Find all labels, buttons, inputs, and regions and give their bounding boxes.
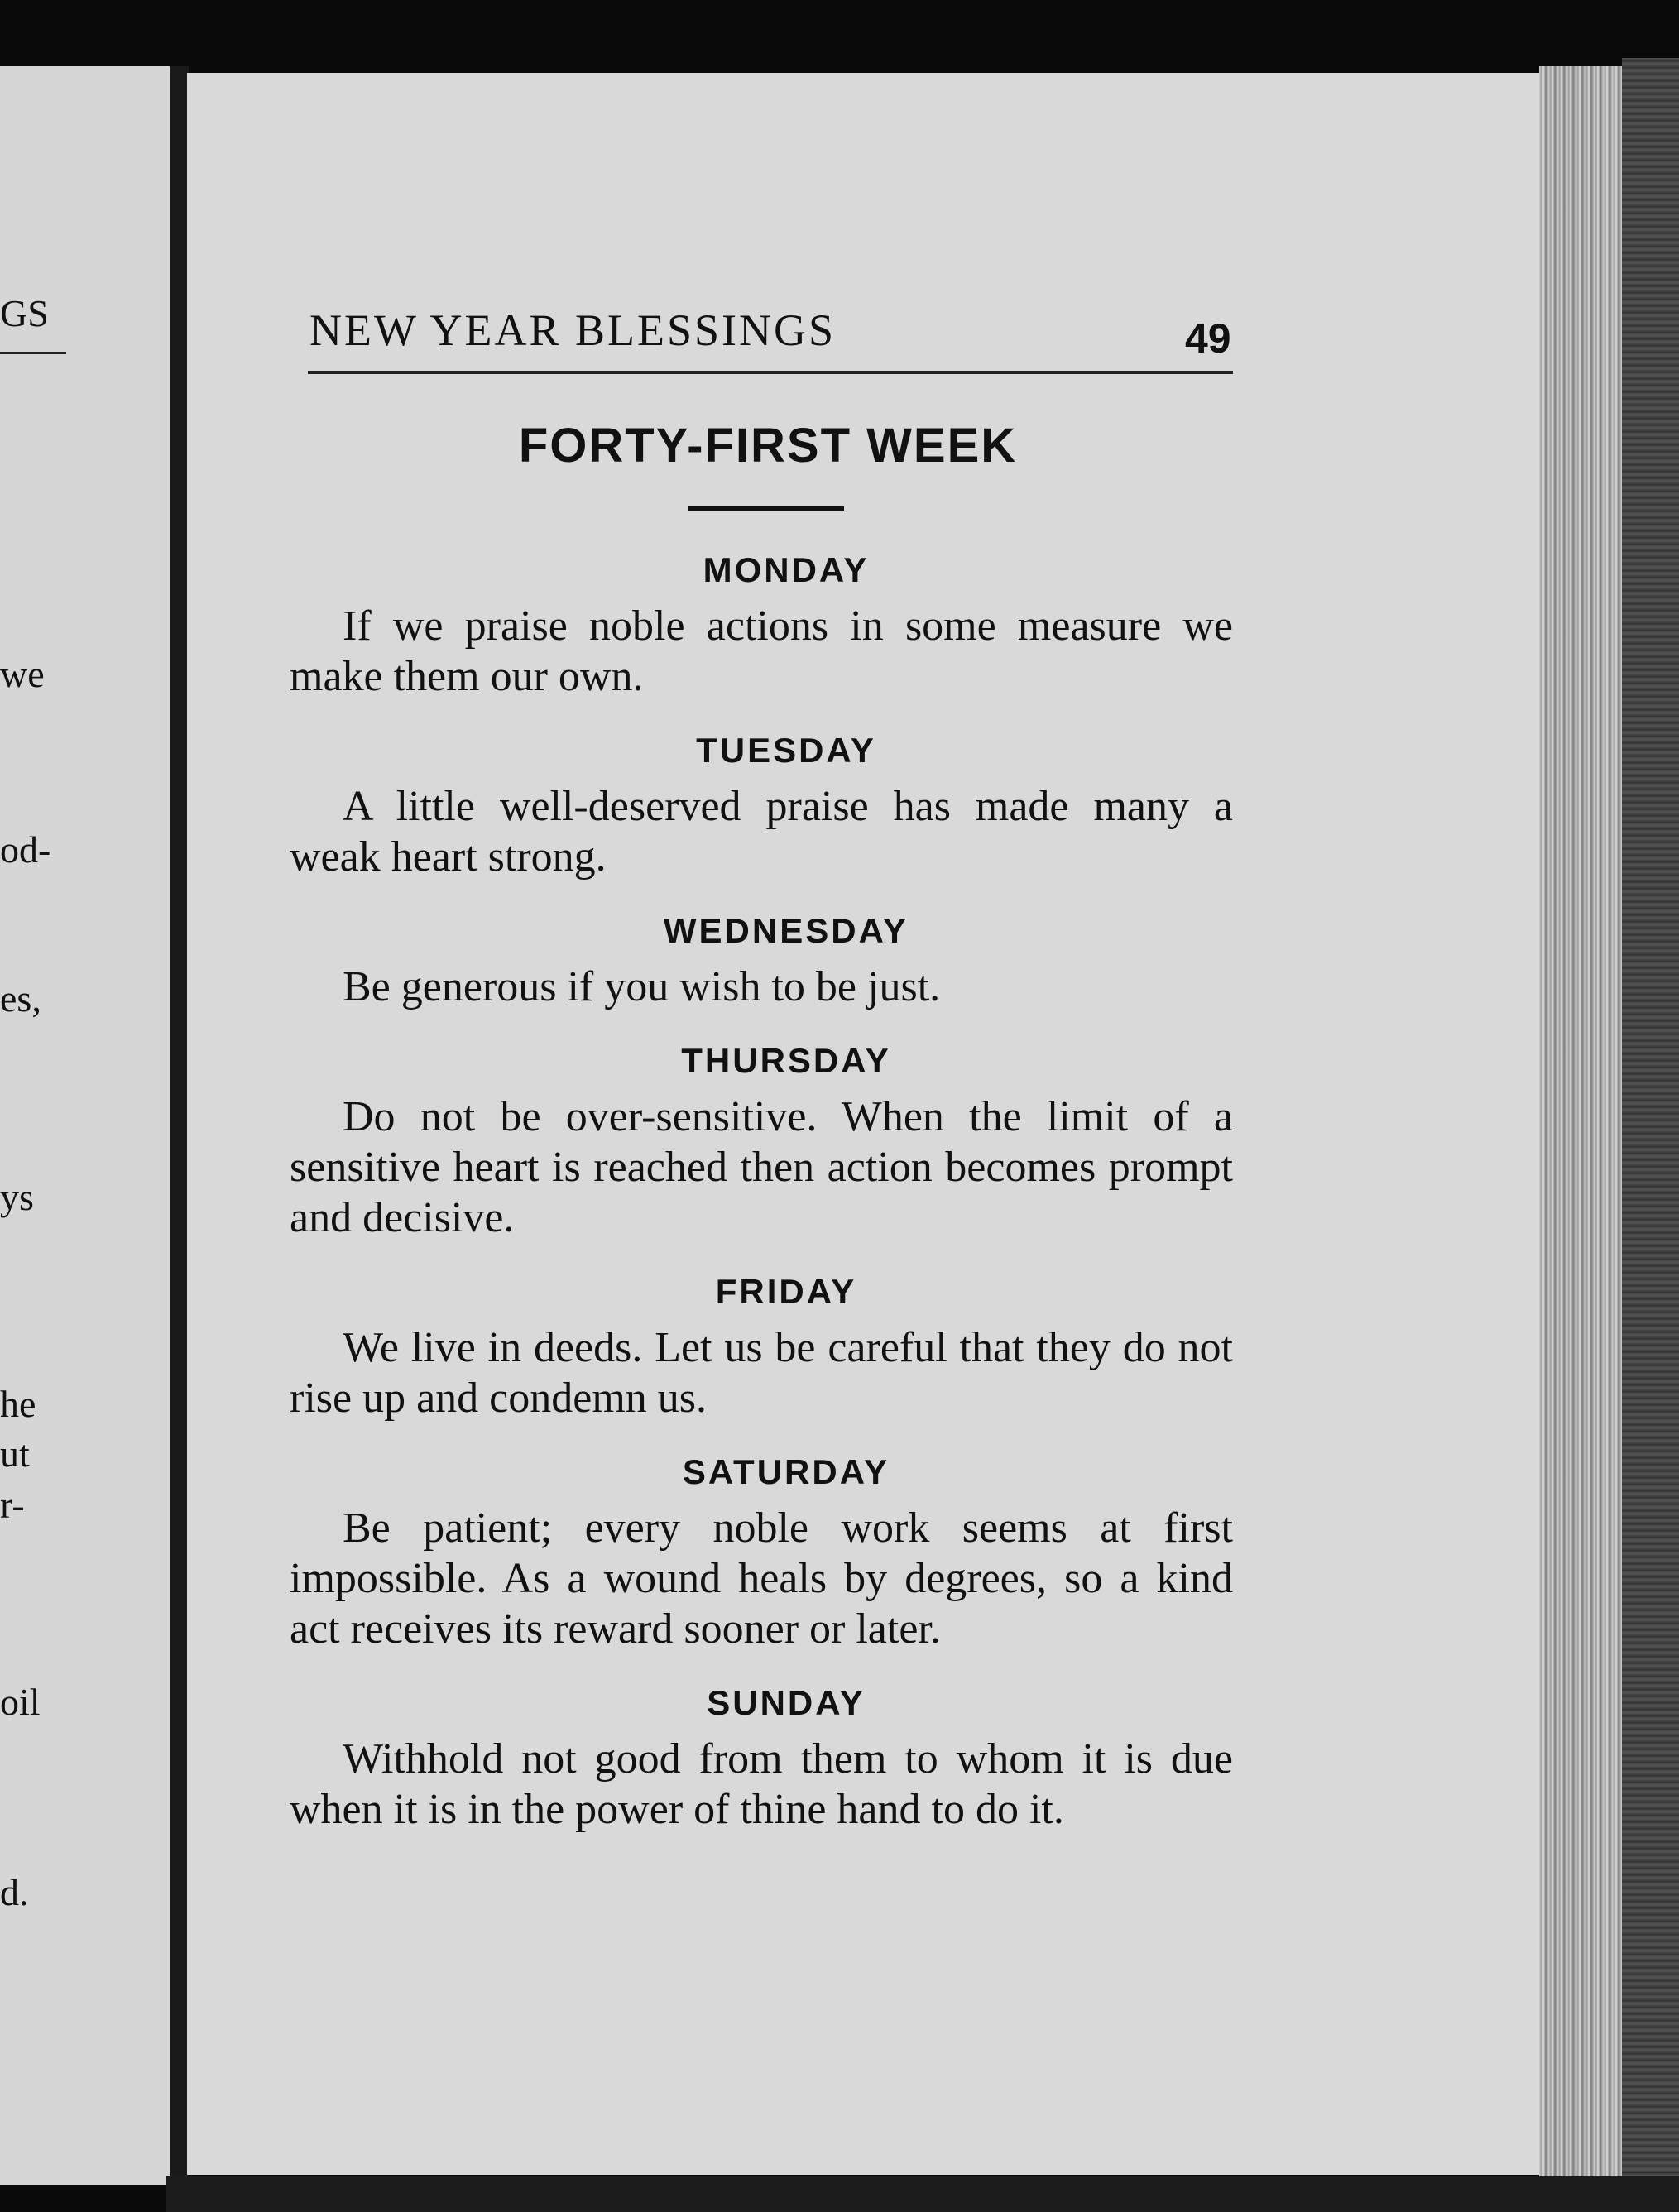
entry-text: Withhold not good from them to whom it is due when it is in the power of thine hand to do it. (290, 1735, 1233, 1833)
entry-tuesday (290, 728, 1233, 882)
entry-text: If we praise noble actions in some measure we make them our own. (290, 602, 1233, 700)
entry-thursday (290, 1039, 1233, 1243)
title-rule (688, 506, 844, 511)
day-heading: WEDNESDAY (663, 911, 909, 950)
entry-text: Be patient; every noble work seems at first impossible. As a wound heals by degrees, so a kind act receives its reward sooner or later. (290, 1504, 1233, 1653)
left-page-fragment: ys (0, 1176, 34, 1218)
entry-text: Do not be over-sensitive. When the limit of a sensitive heart is reached then action becomes prompt and decisive. (290, 1093, 1233, 1241)
left-page-fragment: d. (0, 1871, 29, 1913)
day-heading: THURSDAY (681, 1041, 891, 1080)
left-page-fragment: we (0, 653, 45, 695)
entry-monday (290, 548, 1233, 702)
daily-entries (290, 548, 1233, 1861)
day-heading: SUNDAY (707, 1683, 866, 1722)
left-page-fragment: od- (0, 828, 51, 871)
entry-sunday (290, 1681, 1233, 1835)
book-cover-edge (1622, 58, 1679, 2212)
left-page-fragment: GS (0, 292, 49, 334)
left-page-fragment: he (0, 1383, 36, 1425)
book-gutter (170, 66, 189, 2193)
left-page (0, 66, 174, 2185)
running-title: NEW YEAR BLESSINGS (309, 305, 837, 355)
left-page-fragment: ut (0, 1432, 30, 1475)
entry-friday (290, 1269, 1233, 1423)
left-page-fragment: oil (0, 1681, 41, 1723)
day-heading: FRIDAY (715, 1272, 857, 1311)
bottom-shadow (166, 2176, 1679, 2212)
left-page-fragment: r- (0, 1484, 25, 1526)
entry-saturday (290, 1450, 1233, 1654)
entry-text: We live in deeds. Let us be careful that they do not rise up and condemn us. (290, 1324, 1233, 1422)
left-page-fragment: es, (0, 977, 41, 1020)
page-number: 49 (1185, 315, 1231, 362)
week-title: FORTY-FIRST WEEK (518, 419, 1018, 473)
entry-wednesday (290, 909, 1233, 1012)
day-heading: MONDAY (703, 550, 870, 589)
left-page-rule (0, 352, 66, 354)
day-heading: SATURDAY (682, 1452, 890, 1491)
entry-text: A little well-deserved praise has made many a weak heart strong. (290, 783, 1233, 880)
day-heading: TUESDAY (696, 731, 876, 770)
entry-text: Be generous if you wish to be just. (343, 963, 941, 1010)
header-rule (308, 371, 1233, 374)
